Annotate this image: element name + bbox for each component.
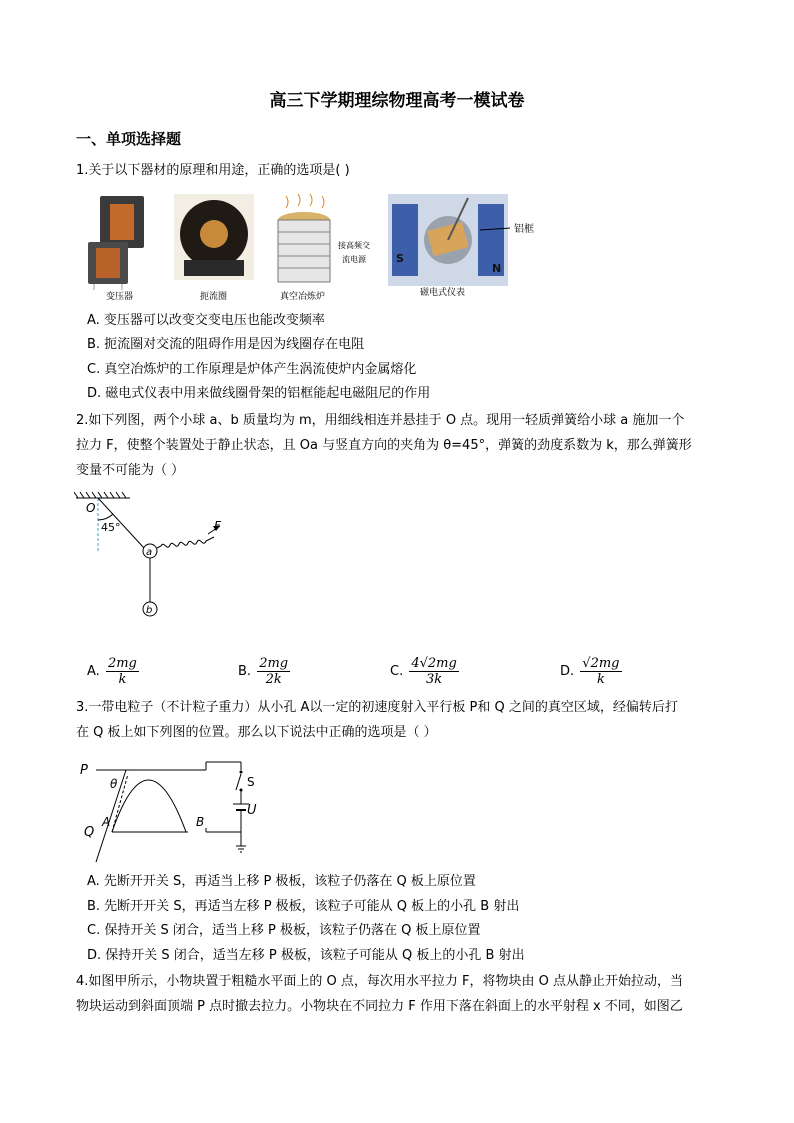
q2-stem-line-1: 2.如下列图，两个小球 a、b 质量均为 m，用细线相连并悬挂于 O 点。现用一轻质弹簧给小球 a 施加一个	[76, 413, 685, 428]
transformer-image	[88, 196, 144, 290]
q3-label-A: A	[102, 815, 111, 829]
q3-figure	[76, 752, 276, 862]
q1-option-d: D. 磁电式仪表中用来做线圈骨架的铝框能起电磁阻尼的作用	[87, 386, 431, 401]
q3-option-c: C. 保持开关 S 闭合，适当上移 P 极板，该粒子仍落在 Q 板上原位置	[87, 923, 481, 938]
q3-stem-line-2: 在 Q 板上如下列图的位置。那么以下说法中正确的选项是（ ）	[76, 725, 437, 740]
q3-label-P: P	[80, 763, 88, 778]
q4-stem-line-1: 4.如图甲所示，小物块置于粗糙水平面上的 O 点，每次用水平拉力 F，将物块由 O 点从静止开始拉动，当	[76, 974, 684, 989]
q1-label-N: N	[492, 262, 502, 275]
q1-figure	[80, 190, 540, 305]
q1-stem: 1.关于以下器材的原理和用途，正确的选项是( )	[76, 163, 350, 178]
q3-label-B: B	[196, 815, 205, 829]
vacuum-furnace-image	[278, 194, 330, 282]
q2-choice-d: D. $\frac{√2mg}{k}$	[560, 656, 620, 687]
q2-label-O: O	[86, 501, 96, 515]
q1-label-S: S	[396, 252, 404, 265]
q3-option-a: A. 先断开开关 S，再适当上移 P 极板，该粒子仍落在 Q 板上原位置	[87, 874, 476, 889]
q3-option-b: B. 先断开开关 S，再适当左移 P 极板，该粒子可能从 Q 板上的小孔 B 射出	[87, 899, 520, 914]
q2-choice-b: B. $\frac{2mg}{2k}$	[238, 656, 289, 687]
q2-figure	[74, 490, 234, 620]
choke-coil-image	[174, 194, 254, 280]
q3-label-Q: Q	[84, 825, 95, 840]
q2-choice-c: C. $\frac{4√2mg}{3k}$	[390, 656, 457, 687]
q2-choice-a: A. $\frac{2mg}{k}$	[87, 656, 137, 687]
q1-option-a: A. 变压器可以改变交变电压也能改变频率	[87, 313, 325, 328]
q2-label-b: b	[146, 605, 153, 616]
q1-label-furnace: 真空冶炼炉	[280, 292, 326, 302]
q1-label-hf2: 流电源	[342, 255, 366, 264]
q3-label-U: U	[247, 803, 257, 818]
q1-label-transformer: 变压器	[106, 292, 134, 302]
q2-label-a: a	[146, 547, 153, 558]
q1-label-meter: 磁电式仪表	[420, 288, 466, 298]
q3-label-S: S	[247, 775, 255, 789]
q1-option-c: C. 真空冶炼炉的工作原理是炉体产生涡流使炉内金属熔化	[87, 362, 417, 377]
q2-stem-line-2: 拉力 F，使整个装置处于静止状态，且 Oa 与竖直方向的夹角为 θ=45°，弹簧的劲度系数为 k，那么弹簧形	[76, 438, 692, 453]
q1-label-al-frame: 铝框	[514, 224, 534, 235]
q1-label-hf1: 接高频交	[338, 241, 370, 250]
q2-label-F: F	[214, 519, 221, 533]
q2-stem-line-3: 变量不可能为（ ）	[76, 463, 185, 478]
q3-option-d: D. 保持开关 S 闭合，适当左移 P 极板，该粒子可能从 Q 板上的小孔 B 射出	[87, 948, 525, 963]
galvanometer-image	[388, 194, 508, 286]
section-heading: 一、单项选择题	[76, 130, 182, 148]
q1-option-b: B. 扼流圈对交流的阻碍作用是因为线圈存在电阻	[87, 337, 365, 352]
q2-label-angle: 45°	[101, 521, 121, 534]
page-title: 高三下学期理综物理高考一模试卷	[269, 91, 525, 111]
q1-label-choke: 扼流圈	[200, 292, 228, 302]
q3-stem-line-1: 3.一带电粒子（不计粒子重力）从小孔 A以一定的初速度射入平行板 P和 Q 之间的真空区域，经偏转后打	[76, 700, 678, 715]
q4-stem-line-2: 物块运动到斜面顶端 P 点时撤去拉力。小物块在不同拉力 F 作用下落在斜面上的水平射程 x 不同，如图乙	[76, 999, 683, 1014]
q3-label-theta: θ	[110, 777, 118, 791]
